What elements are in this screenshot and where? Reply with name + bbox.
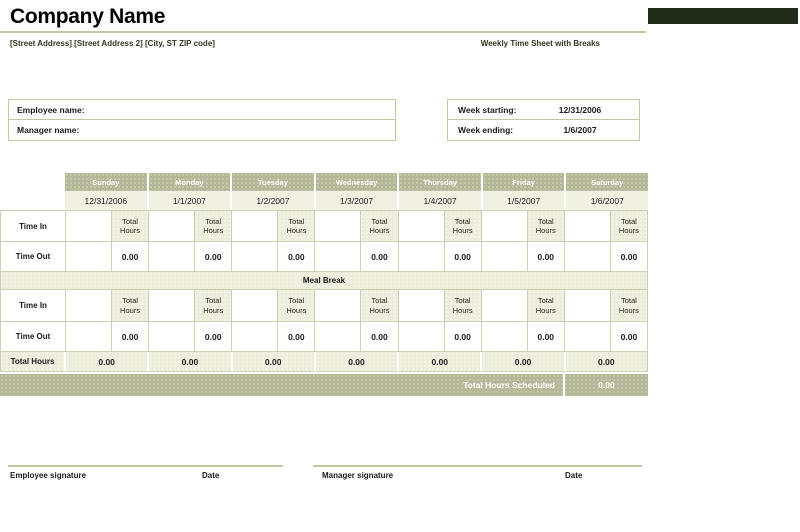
day-header-cell: Friday [483,173,567,191]
time-in-input-cell[interactable] [565,211,611,241]
document-title: Weekly Time Sheet with Breaks [480,39,600,48]
scheduled-total-label: Total Hours Scheduled [463,380,555,390]
time-out-input-cell[interactable] [565,322,611,351]
total-hours-sublabel: Total Hours [528,290,564,321]
total-hours-sublabel: Total Hours [112,211,148,241]
total-hours-sublabel: Total Hours [445,290,481,321]
time-out-input-cell[interactable] [149,322,195,351]
block-total-cell: 0.00 [445,322,481,351]
day-cell [149,242,232,272]
date-row [0,191,648,210]
day-cell [399,242,482,272]
time-out-input-cell[interactable] [315,322,361,351]
time-out-input-cell[interactable] [149,242,195,271]
total-hours-sublabel: Total Hours [528,211,564,241]
week-ending-value[interactable]: 1/6/2007 [563,125,597,135]
manager-name-label: Manager name: [17,125,80,135]
day-cell [399,211,482,242]
block-total-cell: 0.00 [361,242,397,271]
block-total-cell: 0.00 [611,242,647,271]
day-cell [315,322,398,352]
block-total-cell: 0.00 [278,322,314,351]
time-in-input-cell[interactable] [399,211,445,241]
date-spacer [0,191,65,210]
time-in-input-cell[interactable] [149,211,195,241]
day-cell [66,211,149,242]
day-cell [315,242,398,272]
day-cell [565,290,648,322]
time-out-input-cell[interactable] [66,242,112,271]
day-cell [232,211,315,242]
day-cell [565,242,648,272]
date-cell: 12/31/2006 [65,191,149,210]
timesheet-table [0,173,648,396]
time-in-input-cell[interactable] [232,211,278,241]
block-total-cell: 0.00 [112,322,148,351]
afternoon-time-out-row [0,322,648,352]
day-cell [232,242,315,272]
time-out-input-cell[interactable] [482,242,528,271]
date-cell: 1/4/2007 [399,191,483,210]
date-cell: 1/2/2007 [232,191,316,210]
day-cell [399,290,482,322]
block-total-cell: 0.00 [528,322,564,351]
day-cell [149,322,232,352]
day-cell [482,322,565,352]
daily-total-cell: 0.00 [566,352,648,372]
day-header-cell: Monday [149,173,233,191]
time-in-input-cell[interactable] [66,211,112,241]
time-out-input-cell[interactable] [482,322,528,351]
day-header-cell: Wednesday [316,173,400,191]
header-divider [0,31,646,33]
daily-total-cell: 0.00 [149,352,232,372]
day-cell [315,211,398,242]
day-header-cell: Saturday [566,173,648,191]
block-total-cell: 0.00 [112,242,148,271]
time-in-input-cell[interactable] [565,290,611,321]
time-in-input-cell[interactable] [315,290,361,321]
date-cell: 1/5/2007 [483,191,567,210]
employee-name-row [9,100,395,120]
employee-signature-line [8,465,283,467]
day-cell [232,322,315,352]
day-header-cell: Tuesday [232,173,316,191]
time-in-input-cell[interactable] [482,290,528,321]
employee-name-field[interactable] [85,100,395,119]
employee-date-label: Date [202,471,220,480]
total-hours-sublabel: Total Hours [278,290,314,321]
employee-name-label: Employee name: [17,104,85,115]
company-address: [Street Address] [Street Address 2] [City, ST ZIP code] [10,39,215,48]
day-cell [482,211,565,242]
day-cell [66,290,149,322]
total-hours-sublabel: Total Hours [445,211,481,241]
accent-bar [648,8,798,24]
meal-break-row [0,272,648,290]
daily-total-cell: 0.00 [482,352,565,372]
morning-time-out-row [0,242,648,272]
day-cell [482,242,565,272]
time-out-input-cell[interactable] [232,322,278,351]
day-cell [399,322,482,352]
total-hours-sublabel: Total Hours [112,290,148,321]
header-spacer [0,173,65,191]
daily-total-cell: 0.00 [316,352,399,372]
day-cell [66,322,149,352]
manager-date-label: Date [565,471,583,480]
day-cell [565,322,648,352]
names-box [8,99,396,141]
total-hours-sublabel: Total Hours [361,290,397,321]
company-name: Company Name [10,5,166,28]
date-cell: 1/6/2007 [566,191,648,210]
daily-totals-row [0,352,648,372]
block-total-cell: 0.00 [195,242,231,271]
daily-total-cell: 0.00 [399,352,482,372]
block-total-cell: 0.00 [361,322,397,351]
week-box [447,99,640,141]
time-in-input-cell[interactable] [66,290,112,321]
manager-signature-line [313,465,642,467]
day-header-cell: Sunday [65,173,149,191]
time-out-label: Time Out [1,242,66,272]
block-total-cell: 0.00 [278,242,314,271]
manager-signature-label: Manager signature [322,471,394,480]
block-total-cell: 0.00 [528,242,564,271]
total-hours-sublabel: Total Hours [611,211,647,241]
time-in-input-cell[interactable] [315,211,361,241]
total-hours-sublabel: Total Hours [278,211,314,241]
total-hours-sublabel: Total Hours [195,290,231,321]
block-total-cell: 0.00 [445,242,481,271]
daily-total-cell: 0.00 [66,352,149,372]
date-cell: 1/1/2007 [149,191,233,210]
time-out-input-cell[interactable] [315,242,361,271]
total-hours-row-label: Total Hours [1,352,66,372]
time-in-input-cell[interactable] [149,290,195,321]
day-cell [66,242,149,272]
time-out-input-cell[interactable] [66,322,112,351]
week-ending-row [448,120,639,140]
block-total-cell: 0.00 [611,322,647,351]
week-starting-label: Week starting: [458,104,517,115]
day-cell [565,211,648,242]
time-in-label: Time In [1,211,66,242]
day-cell [232,290,315,322]
week-starting-row [448,100,639,120]
manager-name-row [9,120,395,140]
scheduled-total-value: 0.00 [598,380,615,390]
time-in-input-cell[interactable] [399,290,445,321]
day-header-cell: Thursday [399,173,483,191]
time-in-label: Time In [1,290,66,322]
manager-name-field[interactable] [79,120,395,140]
week-ending-label: Week ending: [458,125,514,135]
time-out-label: Time Out [1,322,66,352]
day-cell [482,290,565,322]
employee-signature-label: Employee signature [10,471,87,480]
time-out-input-cell[interactable] [399,242,445,271]
date-cell: 1/3/2007 [316,191,400,210]
total-hours-sublabel: Total Hours [611,290,647,321]
time-out-input-cell[interactable] [399,322,445,351]
total-hours-sublabel: Total Hours [361,211,397,241]
time-in-input-cell[interactable] [482,211,528,241]
meal-break-label: Meal Break [1,272,648,290]
total-hours-sublabel: Total Hours [195,211,231,241]
block-total-cell: 0.00 [195,322,231,351]
time-out-input-cell[interactable] [232,242,278,271]
morning-time-in-row [0,210,648,242]
scheduled-total-row [0,374,648,396]
day-cell [315,290,398,322]
time-out-input-cell[interactable] [565,242,611,271]
afternoon-time-in-row [0,290,648,322]
time-in-input-cell[interactable] [232,290,278,321]
week-starting-value[interactable]: 12/31/2006 [558,104,602,115]
day-cell [149,211,232,242]
day-header-row [0,173,648,191]
daily-total-cell: 0.00 [233,352,316,372]
day-cell [149,290,232,322]
